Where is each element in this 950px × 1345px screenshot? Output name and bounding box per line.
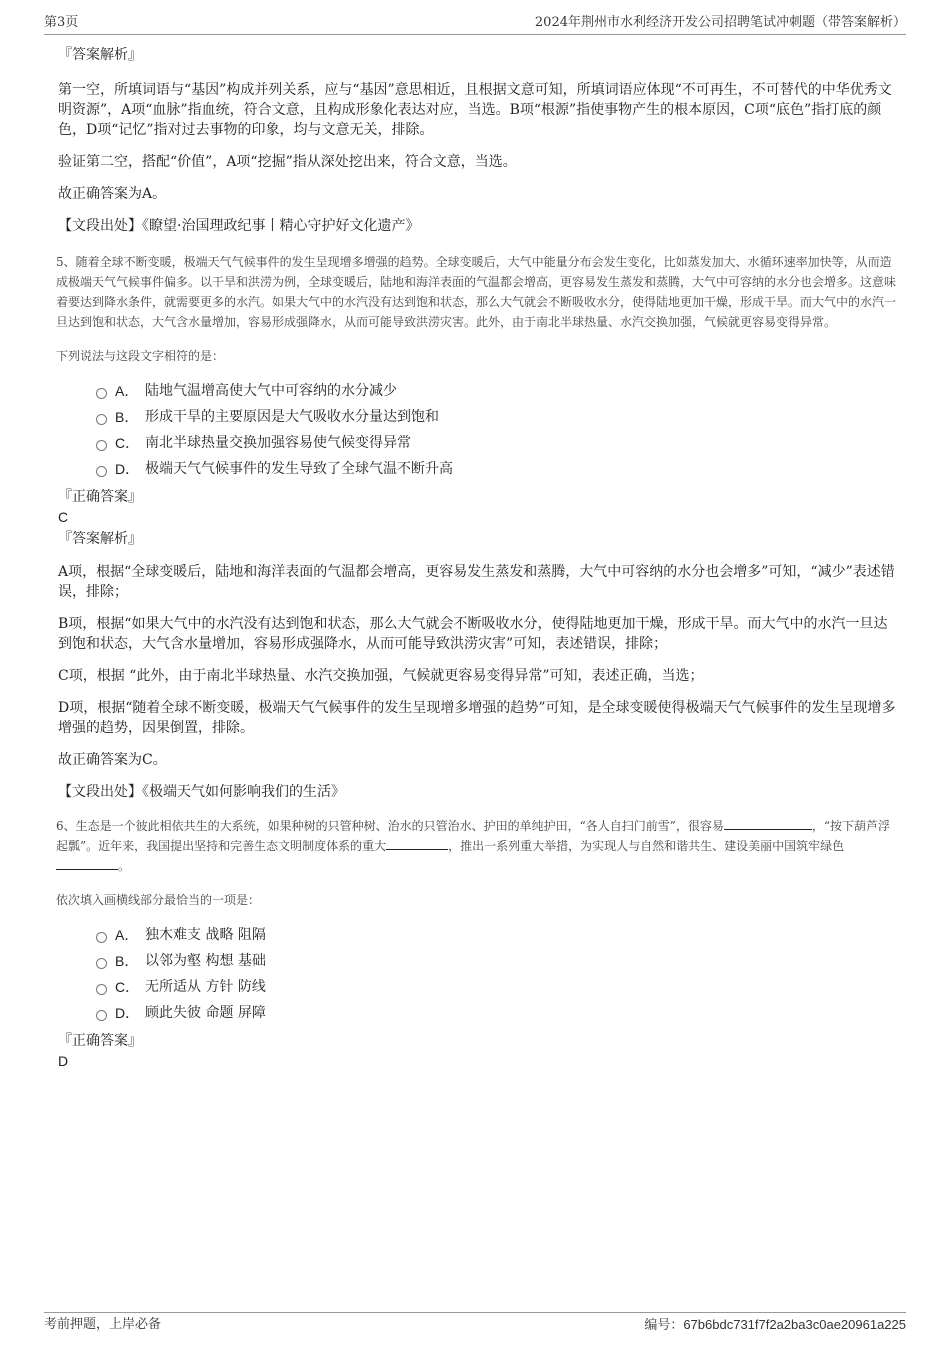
analysis-paragraph: A项，根据“全球变暖后，陆地和海洋表面的气温都会增高，更容易发生蒸发和蒸腾，大气中可容纳的水分也会增多”可知，“减少”表述错误，排除； [58, 564, 895, 600]
question-prompt: 下列说法与这段文字相符的是： [56, 349, 225, 363]
fill-blank [724, 817, 812, 830]
radio-icon[interactable] [96, 932, 107, 943]
analysis-label: 『答案解析』 [58, 531, 142, 547]
analysis-conclusion: 故正确答案为A。 [58, 186, 167, 202]
option-d[interactable]: D． 顾此失彼 命题 屏障 [96, 1000, 896, 1026]
radio-icon[interactable] [96, 414, 107, 425]
analysis-label: 『答案解析』 [58, 47, 142, 63]
document-title: 2024年荆州市水利经济开发公司招聘笔试冲刺题（带答案解析） [534, 15, 906, 30]
page-number: 第3页 [44, 15, 79, 30]
analysis-paragraph: C项，根据 “此外，由于南北半球热量、水汽交换加强，气候就更容易变得异常”可知，表述正确，当选； [58, 668, 704, 684]
fill-blank [386, 837, 448, 850]
radio-icon[interactable] [96, 440, 107, 451]
option-list [56, 378, 896, 482]
correct-answer: C [58, 509, 69, 525]
analysis-paragraph: 第一空，所填词语与“基因”构成并列关系，应与“基因”意思相近，且根据文意可知，所填词语应体现“不可再生，不可替代的中华优秀文明资源”，A项“血脉”指血统，符合文意，且构成形象化表达对应，当选。B项“根源”指使事物产生的根本原因，C项“底色”指打底的颜色，D项“记忆”指对过去事物的印象，均与文意无关，排除。 [58, 82, 892, 138]
radio-icon[interactable] [96, 984, 107, 995]
passage-source: 【文段出处】《瞭望·治国理政纪事丨精心守护好文化遗产》 [58, 218, 420, 234]
analysis-conclusion: 故正确答案为C。 [58, 752, 167, 768]
question-stem: 5、随着全球不断变暖，极端天气气候事件的发生呈现增多增强的趋势。全球变暖后，大气中能量分布会发生变化，比如蒸发加大、水循环速率加快等，从而造成极端天气气候事件偏多。以干旱和洪涝为例，全球变暖后，陆地和海洋表面的气温都会增高，更容易发生蒸发和蒸腾，大气中可容纳的水分也会增多。这意味着要达到降水条件，就需要更多的水汽。如果大气中的水汽没有达到饱和状态，那么大气就会不断吸收水分，使得陆地更加干燥，形成干旱。而大气中的水汽一旦达到饱和状态，大气含水量增加，容易形成强降水，从而可能导致洪涝灾害。此外，由于南北半球热量、水汽交换加强，气候就更容易变得异常。 [56, 255, 897, 329]
answer-label: 『正确答案』 [58, 1033, 142, 1049]
analysis-paragraph: 验证第二空，搭配“价值”，A项“挖掘”指从深处挖出来，符合文意，当选。 [58, 154, 517, 170]
footer-slogan: 考前押题，上岸必备 [44, 1317, 162, 1332]
option-c[interactable]: C． 南北半球热量交换加强容易使气候变得异常 [96, 430, 896, 456]
option-b[interactable]: B． 以邻为壑 构想 基础 [96, 948, 896, 974]
analysis-paragraph: D项，根据“随着全球不断变暖，极端天气气候事件的发生呈现增多增强的趋势”可知，是全球变暖使得极端天气气候事件的发生呈现增多增强的趋势，因果倒置，排除。 [58, 700, 896, 736]
correct-answer: D [58, 1053, 69, 1069]
question-stem: 6、生态是一个彼此相依共生的大系统，如果种树的只管种树、治水的只管治水、护田的单纯护田，“各人自扫门前雪”，很容易 ，“按下葫芦浮起瓢”。近年来，我国提出坚持和完善生态文明制度体系的重大 ，推出一系列重大举措，为实现人与自然和谐共生、建设美丽中国筑牢绿色。 [56, 819, 891, 873]
option-list [56, 922, 896, 1026]
passage-source: 【文段出处】《极端天气如何影响我们的生活》 [58, 784, 345, 800]
fill-blank [56, 857, 118, 870]
option-a[interactable]: A． 陆地气温增高使大气中可容纳的水分减少 [96, 378, 896, 404]
radio-icon[interactable] [96, 958, 107, 969]
document-id: 编号：67b6bdc731f7f2a2ba3c0ae20961a225 [644, 1317, 906, 1333]
question-prompt: 依次填入画横线部分最恰当的一项是： [56, 893, 261, 907]
radio-icon[interactable] [96, 1010, 107, 1021]
answer-label: 『正确答案』 [58, 489, 142, 505]
analysis-paragraph: B项，根据“如果大气中的水汽没有达到饱和状态，那么大气就会不断吸收水分，使得陆地更加干燥，形成干旱。而大气中的水汽一旦达到饱和状态，大气含水量增加，容易形成强降水，从而可能导致洪涝灾害”可知，表述错误，排除； [58, 616, 888, 652]
radio-icon[interactable] [96, 388, 107, 399]
option-b[interactable]: B． 形成干旱的主要原因是大气吸收水分量达到饱和 [96, 404, 896, 430]
page-content [56, 44, 896, 1070]
page-header [44, 14, 906, 35]
option-c[interactable]: C． 无所适从 方针 防线 [96, 974, 896, 1000]
radio-icon[interactable] [96, 466, 107, 477]
option-d[interactable]: D． 极端天气气候事件的发生导致了全球气温不断升高 [96, 456, 896, 482]
option-a[interactable]: A． 独木难支 战略 阻隔 [96, 922, 896, 948]
page-footer [44, 1312, 906, 1335]
